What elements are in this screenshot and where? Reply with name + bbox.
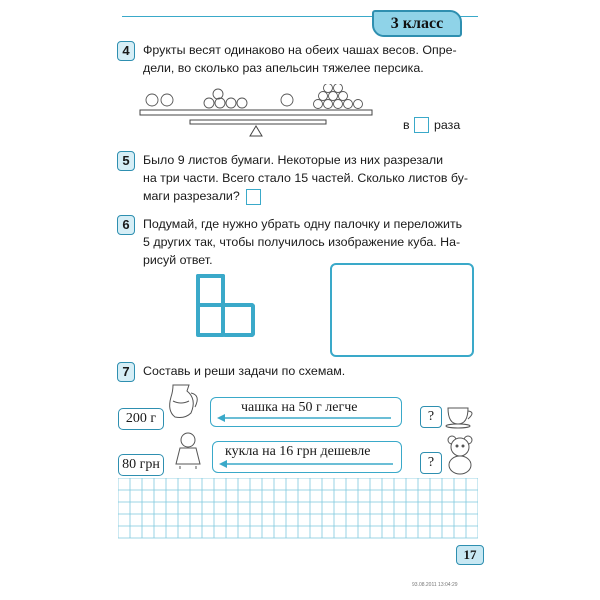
arrow-left-icon <box>219 460 395 468</box>
cup-icon <box>444 400 478 430</box>
teddy-bear-icon <box>442 434 478 476</box>
peach-icon <box>204 89 247 108</box>
doll-icon <box>170 430 206 470</box>
scheme-2-left-value: 80 грн <box>118 454 164 476</box>
task-5-line-1: Было 9 листов бумаги. Некоторые из них разрезали <box>143 153 444 167</box>
balance-scale-illustration <box>138 84 378 142</box>
scheme-1-arrow-box <box>210 397 402 427</box>
task-7-line-1: Составь и реши задачи по схемам. <box>143 364 346 378</box>
scheme-2-arrow-text: кукла на 16 грн дешевле <box>225 444 371 459</box>
task-5-number: 5 <box>117 151 135 171</box>
scheme-2-arrow-box <box>212 441 402 473</box>
scheme-1-left-value: 200 г <box>118 408 164 430</box>
page-number: 17 <box>456 545 484 565</box>
task-6-line-2: 5 других так, чтобы получилось изображение куба. На- <box>143 235 461 249</box>
task-4-answer-box[interactable] <box>414 117 429 133</box>
task-7-number: 7 <box>117 362 135 382</box>
task-6-line-3: рисуй ответ. <box>143 253 213 267</box>
scheme-1-arrow-text: чашка на 50 г легче <box>241 400 358 415</box>
print-footer: 93.08.2011 13:04:29 <box>412 582 458 588</box>
task-6-drawing-area[interactable] <box>330 263 474 357</box>
task-5-answer-box[interactable] <box>246 189 261 205</box>
task-4-answer-prefix: в <box>403 118 410 132</box>
task-5-line-2: на три части. Всего стало 15 частей. Сколько листов бу- <box>143 171 469 185</box>
scheme-1-question: ? <box>420 406 442 428</box>
task-6-number: 6 <box>117 215 135 235</box>
task-4-line-2: дели, во сколько раз апельсин тяжелее персика. <box>143 61 424 75</box>
task-5-line-3: маги разрезали? <box>143 189 240 203</box>
task-6-line-1: Подумай, где нужно убрать одну палочку и переложить <box>143 217 463 231</box>
task-4-line-1: Фрукты весят одинаково на обеих чашах весов. Опре- <box>143 43 457 57</box>
scheme-2-question: ? <box>420 452 442 474</box>
matchstick-figure <box>190 270 262 342</box>
jug-icon <box>163 381 203 421</box>
grade-badge: 3 класс <box>372 10 462 37</box>
task-4-number: 4 <box>117 41 135 61</box>
answer-grid[interactable] <box>118 478 478 540</box>
orange-icon <box>146 94 173 106</box>
task-4-answer-suffix: раза <box>434 118 461 132</box>
